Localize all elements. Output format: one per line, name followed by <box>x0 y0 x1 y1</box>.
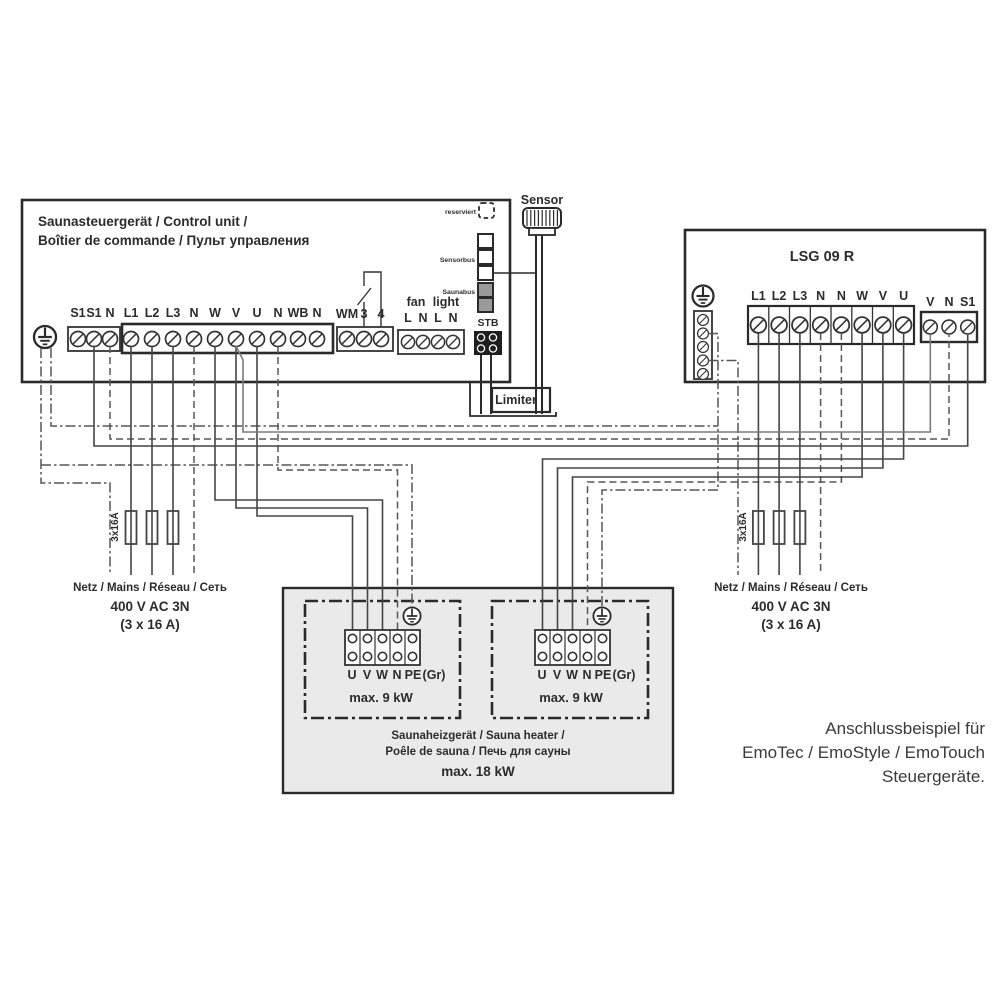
saunabus-label: Saunabus <box>442 289 475 296</box>
cu-title-line1: Saunasteuergerät / Control unit / <box>38 214 248 229</box>
cu-main-terminal-block <box>122 324 333 353</box>
lsg-ground-icon <box>693 286 714 307</box>
heater-2-terminal-block <box>535 630 610 665</box>
svg-text:W: W <box>566 668 578 682</box>
lsg-pe-strip <box>694 311 712 379</box>
lsg-ctrl-terminal-block <box>921 312 977 342</box>
fuse-label-right: 3x16A <box>738 512 749 542</box>
reserved-label: reserviert <box>445 209 476 216</box>
svg-text:WB: WB <box>287 306 309 320</box>
cu-title-line2: Boîtier de commande / Пульт управления <box>38 233 310 248</box>
svg-text:V: V <box>878 289 888 303</box>
sensor-icon <box>523 208 561 414</box>
svg-text:L2: L2 <box>771 289 787 303</box>
svg-text:L: L <box>434 311 442 325</box>
svg-text:L3: L3 <box>165 306 181 320</box>
heater-2-ground-icon <box>593 607 610 624</box>
svg-text:U: U <box>347 668 357 682</box>
heater-caption-1: Saunaheizgerät / Sauna heater / <box>391 730 565 742</box>
svg-text:(Gr): (Gr) <box>422 668 446 682</box>
svg-text:N: N <box>582 668 592 682</box>
mains-left-voltage: 400 V AC 3N <box>110 599 190 614</box>
heater-1-terminal-block <box>345 630 420 665</box>
svg-text:L2: L2 <box>144 306 160 320</box>
svg-text:N: N <box>273 306 283 320</box>
heater-1-power: max. 9 kW <box>349 690 413 705</box>
svg-text:L3: L3 <box>792 289 808 303</box>
svg-text:PE: PE <box>594 668 612 682</box>
svg-text:light: light <box>432 295 460 309</box>
mains-left-fusing: (3 x 16 A) <box>120 617 180 632</box>
note-line2: EmoTec / EmoStyle / EmoTouch <box>742 743 985 762</box>
svg-text:L1: L1 <box>123 306 139 320</box>
heater-2-power: max. 9 kW <box>539 690 603 705</box>
svg-text:N: N <box>105 306 115 320</box>
lsg-main-terminal-block <box>748 306 914 344</box>
heater-1-ground-icon <box>403 607 420 624</box>
cu-ground-icon <box>34 326 56 348</box>
fuse-label-left: 3x16A <box>110 512 121 542</box>
svg-text:(Gr): (Gr) <box>612 668 636 682</box>
svg-text:N: N <box>418 311 428 325</box>
svg-text:WM: WM <box>335 307 359 321</box>
mains-right-fusing: (3 x 16 A) <box>761 617 821 632</box>
bus-ports <box>478 234 493 312</box>
fuses <box>126 511 806 544</box>
note-line3: Steuergeräte. <box>881 767 985 786</box>
heater-caption-2: Poêle de sauna / Печь для сауны <box>385 746 571 758</box>
mains-left-net: Netz / Mains / Réseau / Сеть <box>73 582 227 594</box>
svg-text:W: W <box>856 289 869 303</box>
svg-text:U: U <box>899 289 909 303</box>
svg-text:V: V <box>231 306 241 320</box>
mains-right-net: Netz / Mains / Réseau / Сеть <box>714 582 868 594</box>
note-line1: Anschlussbeispiel für <box>825 719 985 738</box>
svg-text:4: 4 <box>377 307 385 321</box>
stb-label: STB <box>477 317 499 329</box>
svg-text:N: N <box>944 295 954 309</box>
sensorbus-label: Sensorbus <box>439 257 475 264</box>
lsg-title: LSG 09 R <box>789 249 855 265</box>
svg-text:N: N <box>448 311 458 325</box>
heater-enclosure <box>283 588 673 793</box>
svg-text:S1: S1 <box>960 295 976 309</box>
svg-text:V: V <box>362 668 372 682</box>
svg-text:N: N <box>189 306 199 320</box>
svg-text:PE: PE <box>404 668 422 682</box>
svg-text:S1: S1 <box>70 306 86 320</box>
svg-text:N: N <box>836 289 846 303</box>
svg-text:3: 3 <box>360 307 368 321</box>
svg-text:S1: S1 <box>86 306 102 320</box>
svg-text:L: L <box>404 311 412 325</box>
svg-text:W: W <box>209 306 221 320</box>
cu-fanlight-terminal-block <box>398 330 464 354</box>
svg-text:W: W <box>376 668 388 682</box>
svg-text:L1: L1 <box>751 289 766 303</box>
heater-total-power: max. 18 kW <box>441 764 515 779</box>
sensor-label: Sensor <box>520 193 564 207</box>
limiter-label: Limiter <box>495 393 537 407</box>
mains-right-voltage: 400 V AC 3N <box>751 599 831 614</box>
svg-text:U: U <box>537 668 547 682</box>
svg-text:V: V <box>926 295 935 309</box>
svg-text:U: U <box>252 306 262 320</box>
svg-text:N: N <box>816 289 826 303</box>
svg-text:N: N <box>392 668 402 682</box>
svg-text:N: N <box>312 306 322 320</box>
svg-text:V: V <box>552 668 562 682</box>
svg-text:fan: fan <box>406 295 426 309</box>
